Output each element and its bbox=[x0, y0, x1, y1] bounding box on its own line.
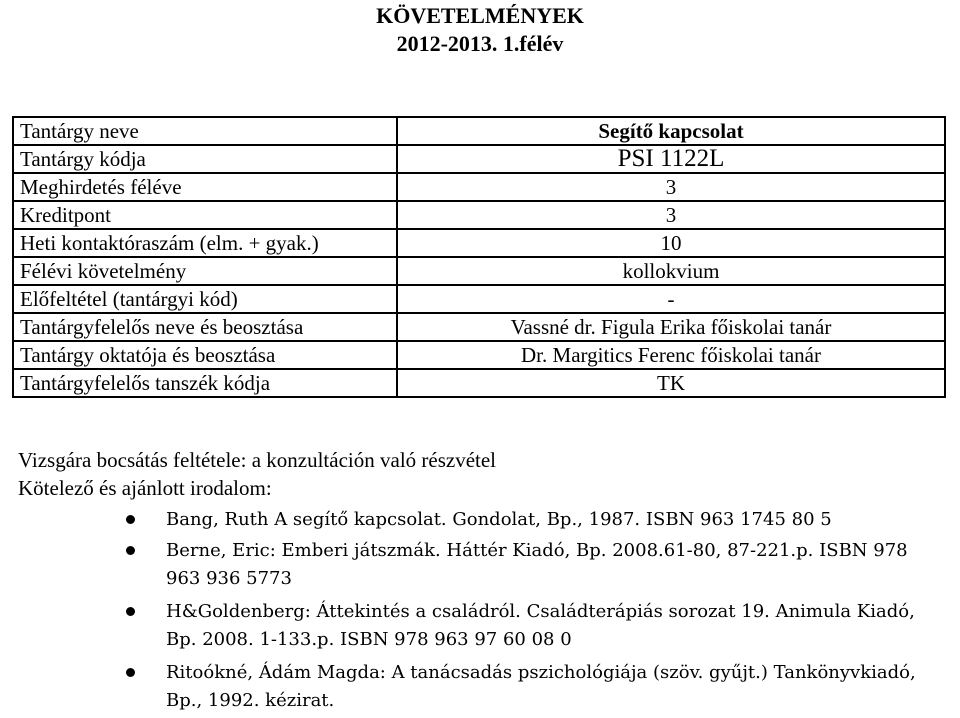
row-value-course-name: Segítő kapcsolat bbox=[397, 117, 945, 145]
row-value-contact-hours: 10 bbox=[397, 229, 945, 257]
semester-label: 2012-2013. 1.félév bbox=[396, 31, 564, 56]
list-item bbox=[126, 506, 926, 534]
row-value-department: TK bbox=[397, 369, 945, 397]
exam-condition: Vizsgára bocsátás feltétele: a konzultáción való részvétel bbox=[18, 448, 497, 472]
table-row bbox=[13, 369, 945, 397]
bullet-icon bbox=[126, 607, 135, 616]
requirements-section bbox=[18, 446, 938, 502]
bullet-icon bbox=[126, 515, 135, 524]
table-row bbox=[13, 117, 945, 145]
table-row bbox=[13, 285, 945, 313]
list-item bbox=[126, 598, 926, 654]
row-value-requirement: kollokvium bbox=[397, 257, 945, 285]
bullet-icon bbox=[126, 546, 135, 555]
table-row bbox=[13, 341, 945, 369]
list-item bbox=[126, 537, 926, 593]
literature-heading: Kötelező és ajánlott irodalom: bbox=[18, 476, 272, 500]
row-value-prerequisite: - bbox=[397, 285, 945, 313]
row-label-semester: Meghirdetés féléve bbox=[13, 173, 397, 201]
list-item bbox=[126, 659, 926, 715]
table-row bbox=[13, 313, 945, 341]
row-value-credits: 3 bbox=[397, 201, 945, 229]
literature-entry: Ritoókné, Ádám Magda: A tanácsadás pszichológiája (szöv. gyűjt.) Tankönyvkiadó, Bp., 1992. kézirat. bbox=[166, 662, 916, 711]
row-value-course-code: PSI 1122L bbox=[397, 145, 945, 173]
row-label-prerequisite: Előfeltétel (tantárgyi kód) bbox=[13, 285, 397, 313]
row-value-semester: 3 bbox=[397, 173, 945, 201]
row-label-course-name: Tantárgy neve bbox=[13, 117, 397, 145]
row-label-course-code: Tantárgy kódja bbox=[13, 145, 397, 173]
table-row bbox=[13, 145, 945, 173]
table-row bbox=[13, 229, 945, 257]
table-row bbox=[13, 173, 945, 201]
row-value-instructor: Dr. Margitics Ferenc főiskolai tanár bbox=[397, 341, 945, 369]
literature-list bbox=[126, 506, 926, 718]
course-info-table bbox=[12, 116, 946, 398]
table-row bbox=[13, 257, 945, 285]
row-label-department: Tantárgyfelelős tanszék kódja bbox=[13, 369, 397, 397]
literature-entry: Berne, Eric: Emberi játszmák. Háttér Kiadó, Bp. 2008.61-80, 87-221.p. ISBN 978 963 936 5773 bbox=[166, 540, 908, 589]
bullet-icon bbox=[126, 668, 135, 677]
table-row bbox=[13, 201, 945, 229]
row-label-requirement: Félévi követelmény bbox=[13, 257, 397, 285]
row-value-responsible: Vassné dr. Figula Erika főiskolai tanár bbox=[397, 313, 945, 341]
literature-entry: Bang, Ruth A segítő kapcsolat. Gondolat, Bp., 1987. ISBN 963 1745 80 5 bbox=[166, 509, 832, 530]
literature-entry: H&Goldenberg: Áttekintés a családról. Családterápiás sorozat 19. Animula Kiadó, Bp. 2008. 1-133.p. ISBN 978 963 97 60 08 0 bbox=[166, 601, 915, 650]
row-label-responsible: Tantárgyfelelős neve és beosztása bbox=[13, 313, 397, 341]
document-title: KÖVETELMÉNYEK bbox=[376, 3, 584, 28]
row-label-credits: Kreditpont bbox=[13, 201, 397, 229]
row-label-contact-hours: Heti kontaktóraszám (elm. + gyak.) bbox=[13, 229, 397, 257]
row-label-instructor: Tantárgy oktatója és beosztása bbox=[13, 341, 397, 369]
